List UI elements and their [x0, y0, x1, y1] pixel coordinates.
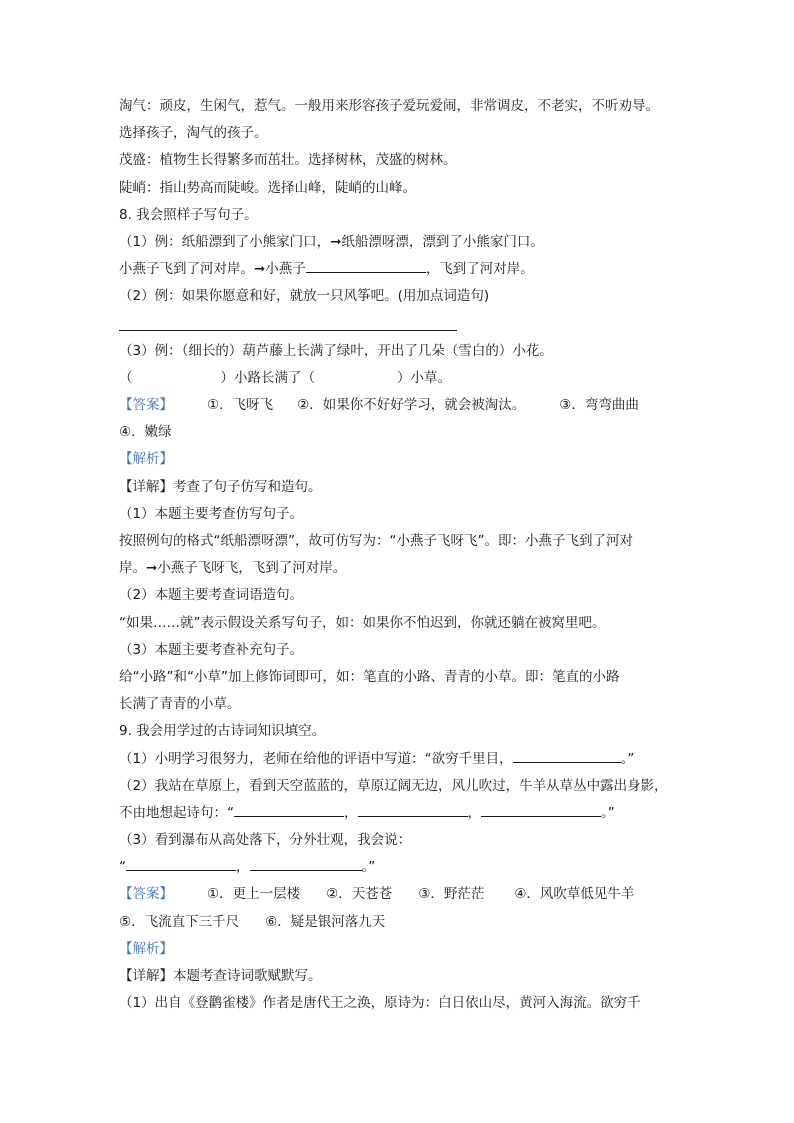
- fill-blank: [234, 802, 344, 817]
- text-segment: 小燕子飞到了河对岸。➞小燕子: [119, 261, 306, 278]
- text-line: 选择孩子，淘气的孩子。: [119, 125, 268, 142]
- document-content: [119, 93, 689, 1017]
- question-8-title: 8. 我会照样子写句子。: [119, 206, 258, 223]
- text-line: 淘气：顽皮，生闲气，惹气。一般用来形容孩子爱玩爱闹，非常调皮，不老实，不听劝导。: [119, 98, 659, 114]
- answer-line: ④．嫩绿: [119, 424, 172, 441]
- text-segment: （: [119, 369, 133, 386]
- answer-item: ②．天苍苍: [326, 886, 393, 903]
- answer-line: [119, 392, 689, 419]
- text-line: [119, 854, 689, 881]
- text-line: [119, 256, 689, 283]
- question-9-title: 9. 我会用学过的古诗词知识填空。: [119, 723, 326, 740]
- answer-line: [119, 909, 689, 936]
- answer-item: ①．飞呀飞: [207, 397, 274, 414]
- text-line: 按照例句的格式“纸船漂呀漂”，故可仿写为：“小燕子飞呀飞”。即：小燕子飞到了河对: [119, 533, 633, 549]
- text-segment: ，: [236, 859, 250, 876]
- fill-blank: [358, 802, 468, 817]
- answer-item: ①．更上一层楼: [207, 886, 301, 903]
- text-line: （2）例：如果你愿意和好，就放一只风筝吧。(用加点词造句): [119, 288, 490, 305]
- text-line: （1）本题主要考查仿写句子。: [119, 505, 304, 522]
- fill-blank: [126, 856, 236, 871]
- text-segment: 。”: [601, 804, 615, 821]
- text-segment: 。”: [361, 859, 376, 876]
- text-line: （3）本题主要考查补充句子。: [119, 641, 304, 658]
- answer-item: ③．弯弯曲曲: [559, 397, 639, 414]
- text-segment: ，: [467, 804, 481, 821]
- text-line: 岸。➞小燕子飞呀飞，飞到了河对岸。: [119, 560, 347, 577]
- answer-item: ②．如果你不好好学习，就会被淘汰。: [297, 397, 526, 414]
- fill-blank: [306, 258, 426, 273]
- text-line: （2）本题主要考查词语造句。: [119, 587, 304, 604]
- text-line: （3）例：（细长的）葫芦藤上长满了绿叶，开出了几朵（雪白的）小花。: [119, 342, 553, 359]
- answer-rule-line: [119, 311, 689, 338]
- fill-blank: [481, 802, 601, 817]
- fill-blank: [513, 748, 621, 763]
- text-line: 茂盛：植物生长得繁多而茁壮。选择树林，茂盛的树林。: [119, 152, 457, 169]
- analysis-tag: 【解析】: [119, 451, 173, 468]
- text-segment: ，飞到了河对岸。: [425, 261, 534, 278]
- text-segment: （1）小明学习很努力，老师在给他的评语中写道：“欲穷千里目，: [119, 750, 513, 767]
- text-line: （1）例：纸船漂到了小熊家门口，➞纸船漂呀漂，漂到了小熊家门口。: [119, 233, 544, 250]
- answer-tag: 【答案】: [119, 397, 173, 414]
- answer-item: ⑤．飞流直下三千尺: [119, 913, 240, 930]
- text-segment: ）小草。: [397, 369, 451, 386]
- answer-item: ④．风吹草低见牛羊: [514, 886, 635, 903]
- underline: [119, 330, 457, 331]
- text-segment: 。”: [620, 750, 635, 767]
- text-line: （2）我站在草原上，看到天空蓝蓝的，草原辽阔无边，风儿吹过，牛羊从草丛中露出身影，: [119, 777, 668, 794]
- text-segment: 不由地想起诗句：“: [119, 804, 234, 821]
- text-segment: “: [119, 859, 126, 876]
- text-line: 长满了青青的小草。: [119, 696, 241, 713]
- text-line: 陡峭：指山势高而陡峻。选择山峰，陡峭的山峰。: [119, 179, 416, 196]
- text-segment: ，: [344, 804, 358, 821]
- text-line: （3）看到瀑布从高处落下，分外壮观，我会说：: [119, 832, 412, 849]
- text-line: [119, 746, 689, 773]
- text-line: （1）出自《登鹳雀楼》作者是唐代王之涣，原诗为：白日依山尽，黄河入海流。欲穷千: [119, 995, 641, 1012]
- answer-item: ⑥．疑是银河落九天: [265, 913, 386, 930]
- text-segment: ）小路长满了（: [220, 369, 315, 386]
- text-line: 【详解】考查了句子仿写和造句。: [119, 478, 322, 495]
- answer-tag: 【答案】: [119, 886, 173, 903]
- text-line: [119, 365, 689, 392]
- text-line: 给“小路”和“小草”加上修饰词即可，如：笔直的小路、青青的小草。即：笔直的小路: [119, 668, 620, 685]
- fill-blank: [250, 856, 362, 871]
- text-line: “如果……就”表示假设关系写句子，如：如果你不怕迟到，你就还躺在被窝里吧。: [119, 614, 606, 631]
- text-line: 【详解】本题考查诗词歌赋默写。: [119, 968, 322, 984]
- answer-line: [119, 881, 689, 908]
- answer-item: ③．野茫茫: [418, 886, 485, 903]
- text-line: [119, 800, 689, 827]
- analysis-tag: 【解析】: [119, 940, 173, 957]
